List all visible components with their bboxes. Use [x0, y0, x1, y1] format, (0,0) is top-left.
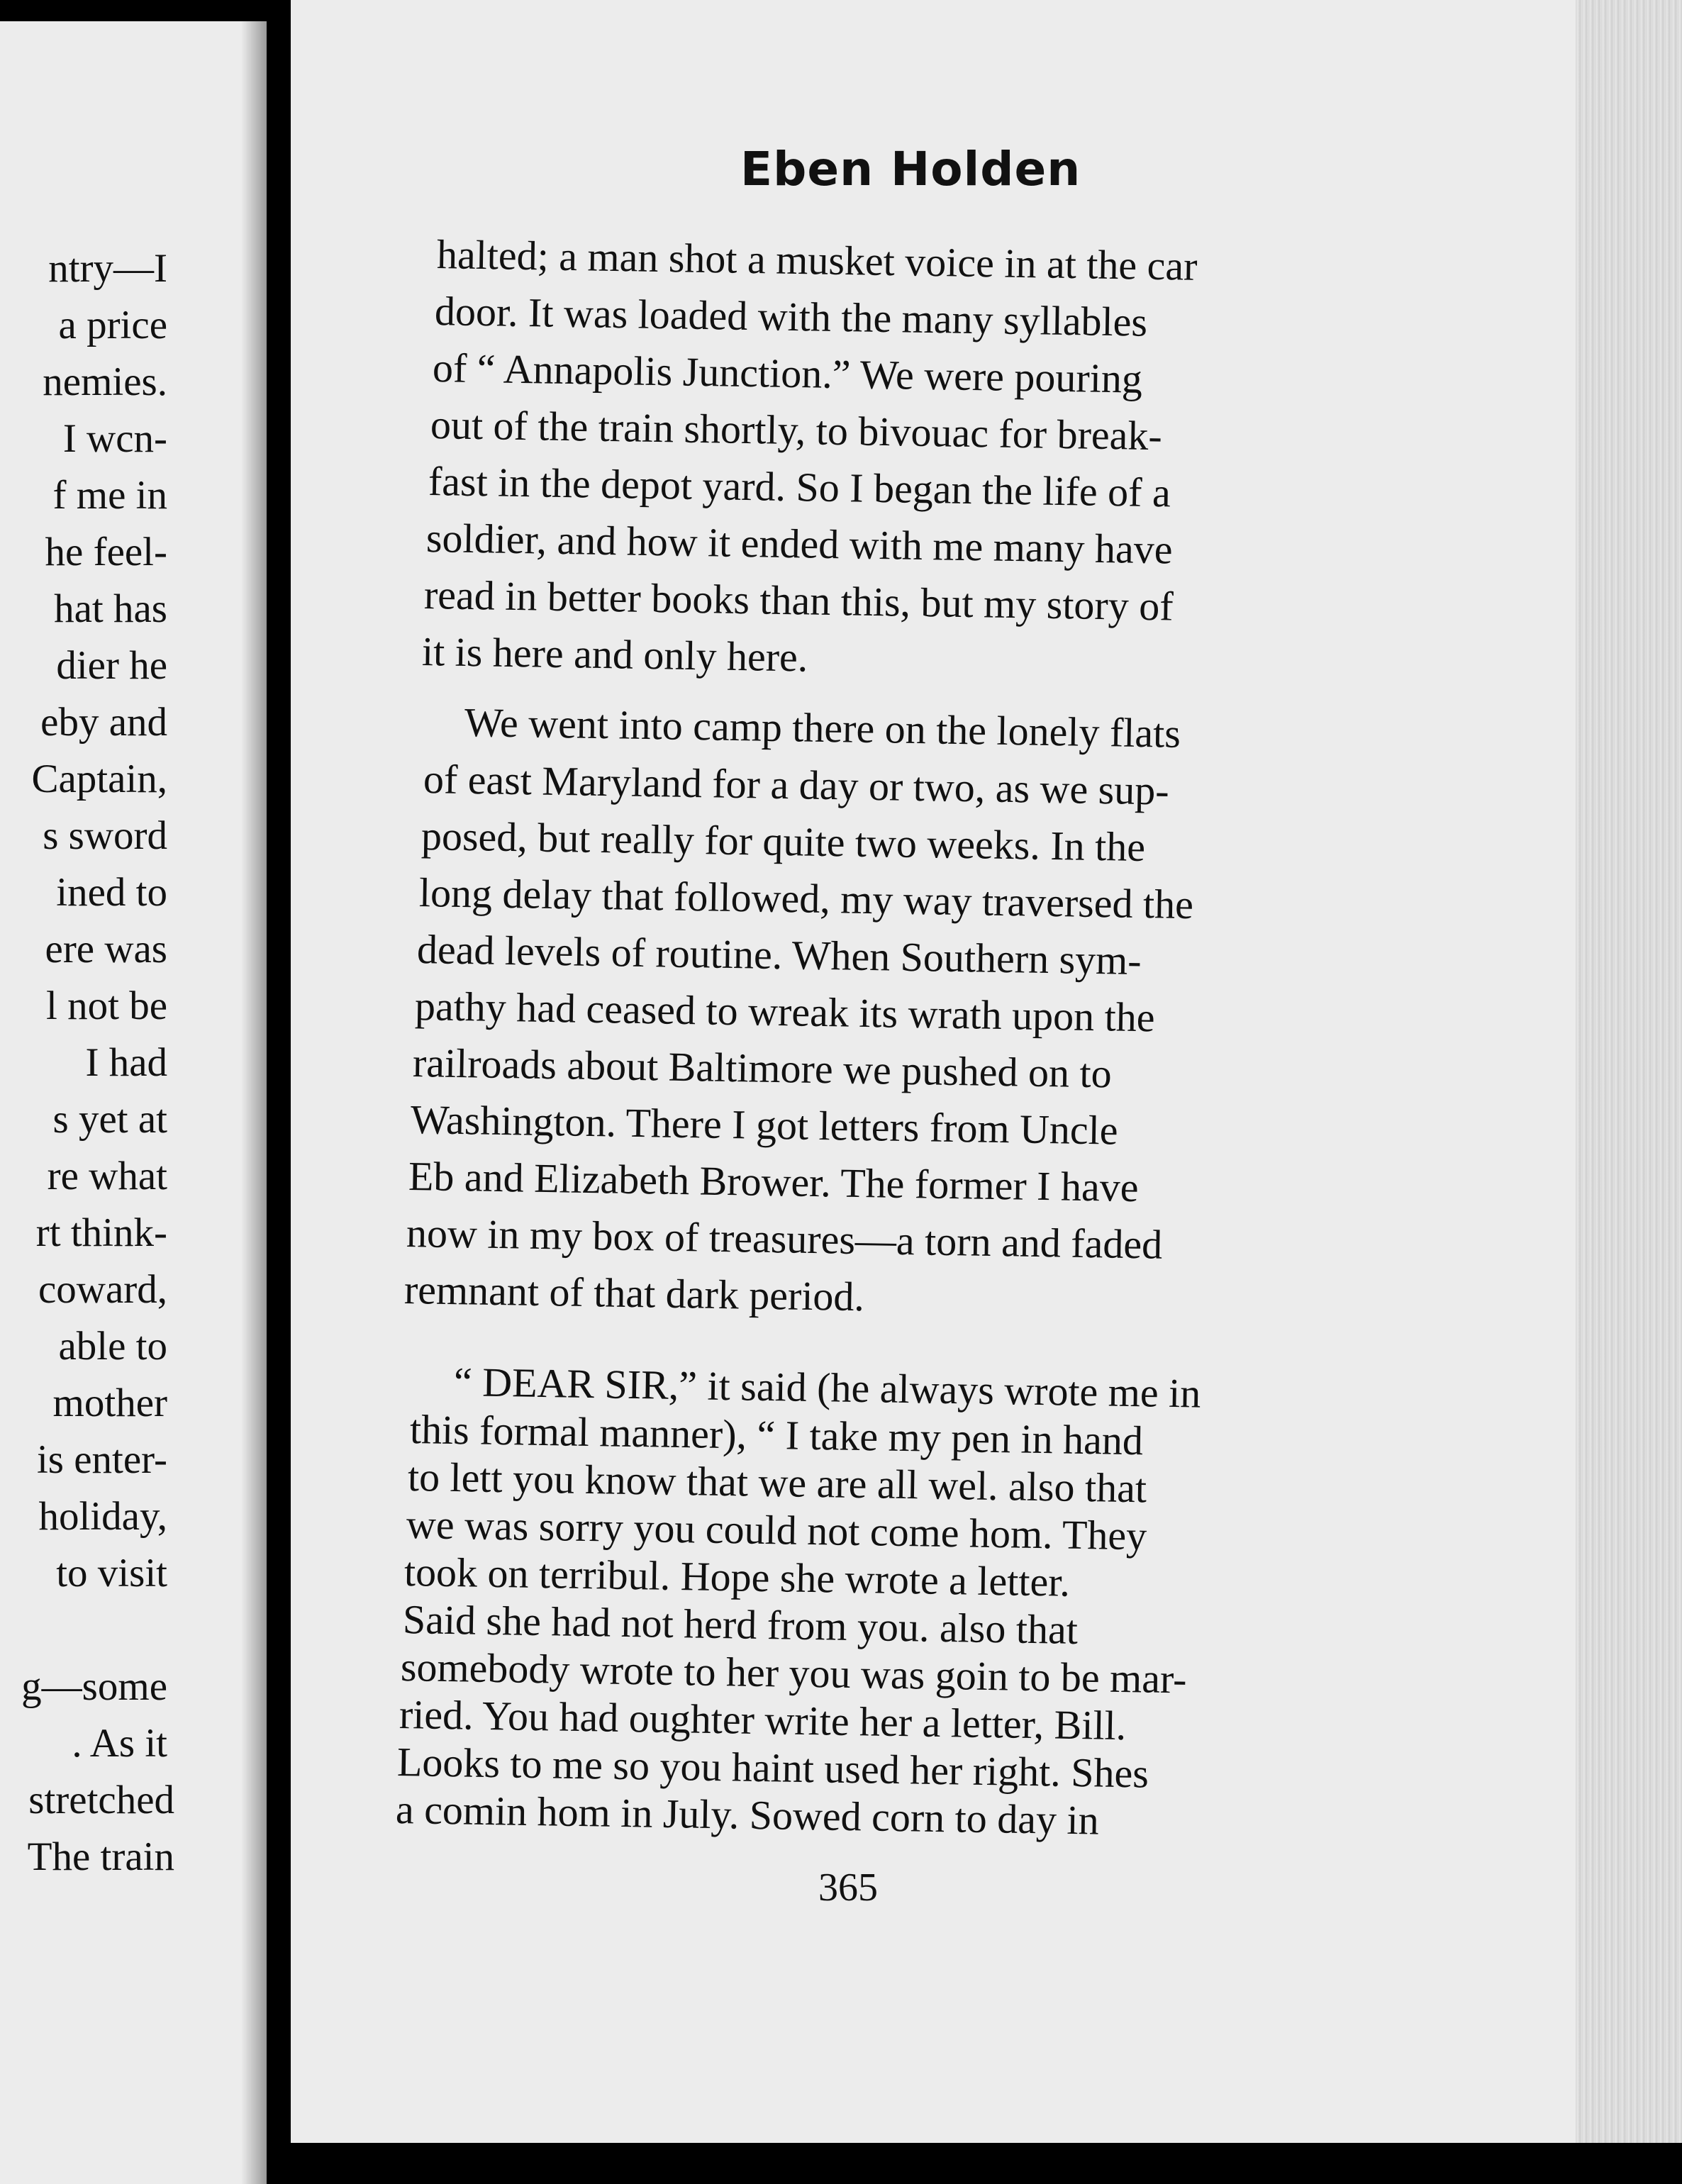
left-page-line: ere was: [45, 927, 167, 971]
left-page-line: ined to: [56, 870, 167, 915]
body-line: took on terribul. Hope she wrote a letter.: [403, 1549, 1071, 1605]
body-line: of east Maryland for a day or two, as we sup-: [423, 756, 1170, 814]
body-line: dead levels of routine. When Southern sym-: [416, 926, 1142, 984]
body-line: out of the train shortly, to bivouac for break-: [430, 401, 1163, 459]
body-line: Looks to me so you haint used her right. Shes: [396, 1739, 1149, 1797]
body-line: a comin hom in July. Sowed corn to day in: [394, 1786, 1099, 1844]
left-page-line: g—some: [21, 1664, 167, 1709]
body-line: We went into camp there on the lonely flats: [464, 699, 1181, 757]
body-line: we was sorry you could not come hom. They: [405, 1501, 1147, 1559]
book-gutter: [267, 0, 291, 2184]
left-page-line: . As it: [72, 1721, 167, 1766]
body-line: pathy had ceased to wreak its wrath upon the: [414, 983, 1156, 1041]
left-page-line: f me in: [52, 473, 167, 518]
left-page-line: holiday,: [38, 1494, 167, 1539]
body-line: remnant of that dark period.: [403, 1266, 865, 1320]
left-page-line: to visit: [56, 1551, 167, 1595]
left-page-line: a price: [58, 303, 167, 347]
scan-bottom-edge: [291, 2143, 1682, 2184]
page-edges: [1576, 0, 1682, 2143]
body-line: halted; a man shot a musket voice in at the car: [436, 231, 1198, 289]
body-line: fast in the depot yard. So I began the life of a: [428, 458, 1171, 516]
left-page-line: Captain,: [31, 757, 167, 801]
left-page-line: s yet at: [52, 1097, 167, 1142]
body-line: Eb and Elizabeth Brower. The former I have: [408, 1153, 1140, 1211]
body-line: it is here and only here.: [421, 628, 808, 681]
body-line: somebody wrote to her you was goin to be mar-: [400, 1644, 1188, 1703]
left-page-line: l not be: [46, 984, 167, 1028]
body-line: posed, but really for quite two weeks. In the: [420, 813, 1146, 871]
left-page-line: is enter-: [36, 1437, 167, 1482]
left-page: [0, 21, 267, 2184]
body-line: long delay that followed, my way traversed the: [418, 869, 1194, 928]
left-page-line: coward,: [38, 1267, 167, 1312]
left-page-line: The train: [27, 1834, 174, 1879]
left-page-line: nemies.: [43, 360, 167, 404]
body-line: of “ Annapolis Junction.” We were pouring: [432, 345, 1143, 402]
left-page-line: re what: [47, 1154, 167, 1198]
left-page-line: I had: [85, 1040, 167, 1085]
left-page-line: mother: [52, 1381, 167, 1425]
body-line: door. It was loaded with the many syllables: [434, 288, 1148, 345]
left-page-line: s sword: [43, 813, 167, 858]
body-line: now in my box of treasures—a torn and faded: [406, 1210, 1163, 1268]
left-page-line: he feel-: [45, 530, 167, 574]
left-page-line: rt think-: [35, 1210, 167, 1255]
right-page: [291, 0, 1682, 2143]
body-line: railroads about Baltimore we pushed on to: [412, 1040, 1113, 1097]
left-page-gutter-shadow: [241, 21, 267, 2184]
body-line: this formal manner), “ I take my pen in hand: [408, 1406, 1143, 1464]
left-page-line: I wcn-: [62, 416, 167, 461]
left-page-line: stretched: [28, 1778, 174, 1822]
page-number: 365: [818, 1866, 878, 1910]
left-page-line: able to: [58, 1324, 167, 1369]
body-line: “ DEAR SIR,” it said (he always wrote me in: [453, 1359, 1201, 1417]
body-line: Washington. There I got letters from Uncle: [410, 1096, 1119, 1154]
body-line: soldier, and how it ended with me many have: [425, 515, 1174, 573]
body-line: read in better books than this, but my story of: [423, 572, 1174, 630]
left-page-line: eby and: [40, 700, 167, 745]
body-line: to lett you know that we are all wel. also that: [407, 1454, 1147, 1512]
left-page-line: dier he: [56, 643, 167, 688]
left-page-line: ntry—I: [48, 246, 167, 291]
running-head: Eben Holden: [740, 142, 1081, 196]
body-line: ried. You had oughter write her a letter, Bill.: [398, 1691, 1127, 1749]
left-page-line: hat has: [54, 586, 167, 631]
body-line: Said she had not herd from you. also that: [401, 1596, 1078, 1653]
